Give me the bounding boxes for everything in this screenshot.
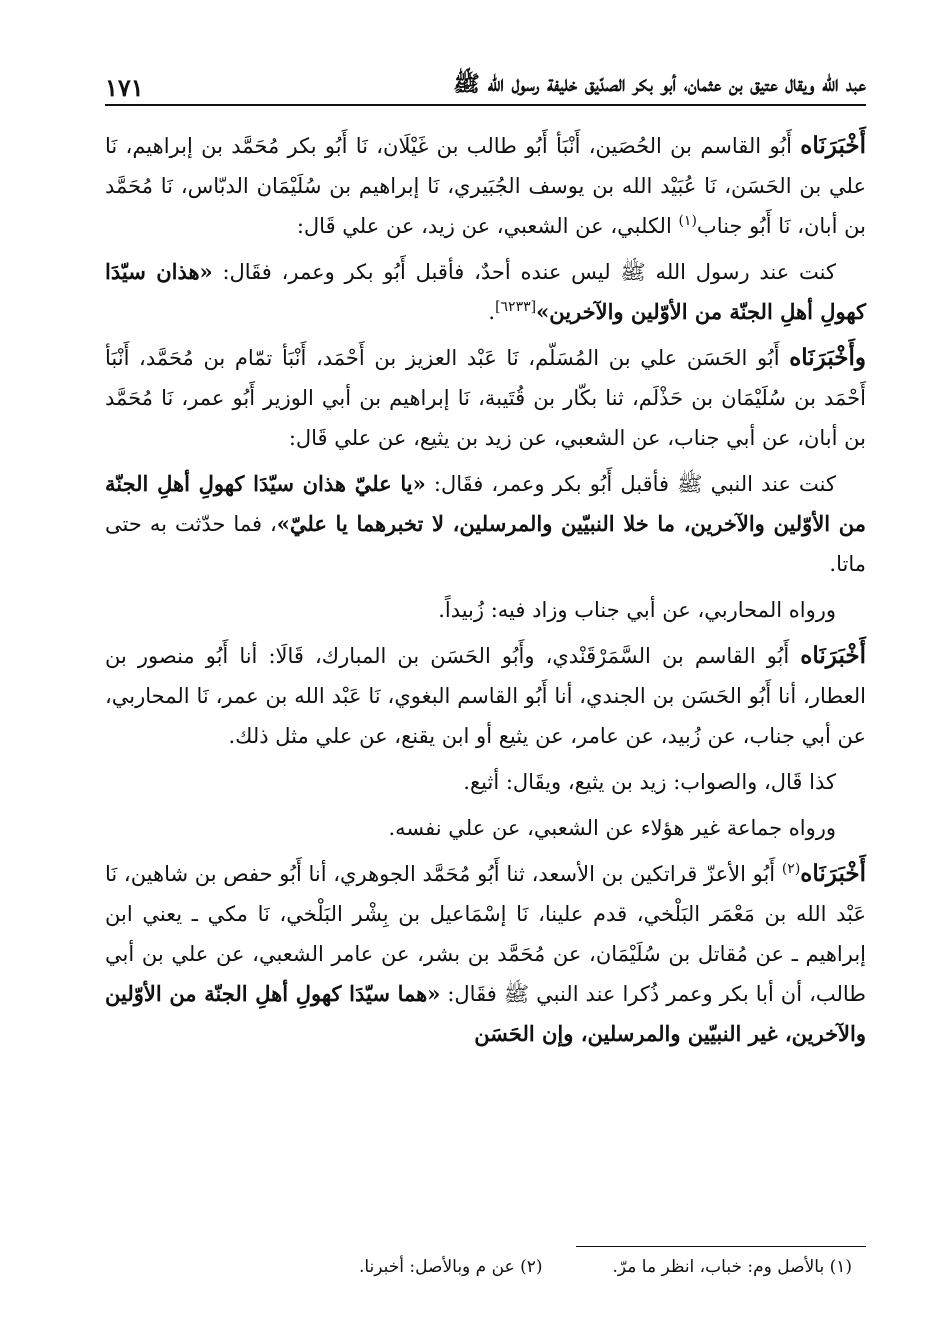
page-number: ١٧١: [105, 73, 144, 102]
paragraph-end: .: [488, 300, 496, 324]
isnad-lead: أَخْبَرَنَاه: [800, 642, 866, 669]
footnote-2: (٢) عن م وبالأصل: أخبرنا.: [358, 1257, 543, 1277]
paragraph-2: [105, 252, 866, 332]
isnad-text: أَبُو الحَسَن علي بن المُسَلّم، نَا عَبْد العزيز بن أَحْمَد، أَنْبَأ تمّام بن مُحَمَّد، أَنْبَأ أَحْمَد بن سُلَيْمَان بن حَذْلَم، ثنا بكّار بن قُتَيبة، نَا إبراهيم بن أبي الوزير أَبُو عمر، نَا مُحَمَّد بن أبان، عن أبي جناب، عن الشعبي، عن زيد بن يثيع، عن علي قَال:: [105, 346, 866, 450]
hadith-text: «هذان سيّدَا كهولِ أهلِ الجنّة من الأوّلين والآخرين»: [105, 259, 866, 324]
paragraph-end: ، فما حدّثت به حتى ماتا.: [105, 512, 866, 576]
hadith-number: [٦٢٣٣]: [495, 299, 537, 315]
page-header: [105, 66, 866, 102]
isnad-text: أَبُو القاسم بن الحُصَين، أَنْبَأ أَبُو طالب بن غَيْلَان، نَا أَبُو بكر مُحَمَّد بن إبراهيم، نَا علي بن الحَسَن، نَا عُبَيْد الله بن يوسف الجُبَيري، نَا إبراهيم بن سُلَيْمَان الدبّاس، نَا مُحَمَّد بن أبان، نَا أَبُو جناب: [105, 134, 866, 238]
footnote-1: (١) بالأصل وم: خباب، انظر ما مرّ.: [612, 1257, 852, 1277]
matn-intro: كنت عند رسول الله ﷺ ليس عنده أحدٌ، فأقبل أَبُو بكر وعمر، فقَال:: [212, 260, 836, 284]
commentary-text: ورواه المحاربي، عن أبي جناب وزاد فيه: زُبيداً.: [438, 598, 836, 622]
header-rule: [105, 104, 866, 106]
footnote-marker-2: (٢): [781, 861, 801, 877]
paragraph-5: [105, 590, 866, 630]
running-title: عبد الله ويقال عتيق بن عثمان، أبو بكر الصدّيق خليفة رسول الله ﷺ: [453, 71, 866, 97]
isnad-text-cont: الكلبي، عن الشعبي، عن زيد، عن علي قَال:: [296, 214, 679, 238]
main-text: [105, 126, 866, 1060]
matn-intro: كنت عند النبي ﷺ فأقبل أَبُو بكر وعمر، فقَال:: [425, 472, 836, 496]
paragraph-7: [105, 762, 866, 802]
footnotes: [105, 1252, 852, 1282]
paragraph-1: [105, 126, 866, 246]
isnad-text: أَبُو الأعزّ قراتكين بن الأسعد، ثنا أَبُو مُحَمَّد الجوهري، أنا أَبُو حفص بن شاهين، نَا عَبْد الله بن مَعْمَر البَلْخي، قدم علينا، نَا إسْمَاعيل بن بِشْر البَلْخي، نَا مكي ـ يعني ابن إبراهيم ـ عن مُقاتل بن سُلَيْمَان، عن مُحَمَّد بن بشر، عن عامر الشعبي، عن علي بن أبي طالب، أن أبا بكر وعمر ذُكرا عند النبي ﷺ فقَال:: [105, 862, 866, 1006]
paragraph-8: [105, 808, 866, 848]
isnad-lead: أَخْبَرَنَاه: [800, 132, 866, 159]
hadith-text: «يا عليّ هذان سيّدَا كهولِ أهلِ الجنّة من الأوّلين والآخرين، ما خلا النبيّين والمرسلين، لا تخبرهما يا عليّ»: [105, 471, 867, 536]
commentary-text: كذا قَال، والصواب: زيد بن يثيع، ويقَال: أثيع.: [463, 770, 836, 794]
isnad-text: أَبُو القاسم بن السَّمَرْقَنْدي، وأَبُو الحَسَن بن المبارك، قَالَا: أنا أَبُو منصور بن العطار، أنا أَبُو الحَسَن بن الجندي، أنا أَبُو القاسم البغوي، نَا عَبْد الله بن عمر، نَا المحاربي، عن أبي جناب، عن زُبيد، عن عامر، عن يثيع أو ابن يقنع، عن علي مثل ذلك.: [105, 644, 866, 748]
footnote-marker-1: (١): [678, 213, 697, 229]
paragraph-3: [105, 338, 866, 458]
hadith-text: «هما سيّدَا كهولِ أهلِ الجنّة من الأوّلين والآخرين، غير النبيّين والمرسلين، وإن الحَسَن: [105, 981, 866, 1046]
isnad-lead: أَخْبَرَنَاه: [800, 860, 866, 887]
commentary-text: ورواه جماعة غير هؤلاء عن الشعبي، عن علي نفسه.: [388, 816, 836, 840]
footnote-rule: [576, 1246, 866, 1247]
paragraph-9: [105, 854, 866, 1054]
paragraph-4: [105, 464, 866, 584]
isnad-lead: وأَخْبَرَنَاه: [789, 344, 866, 371]
paragraph-6: [105, 636, 866, 756]
